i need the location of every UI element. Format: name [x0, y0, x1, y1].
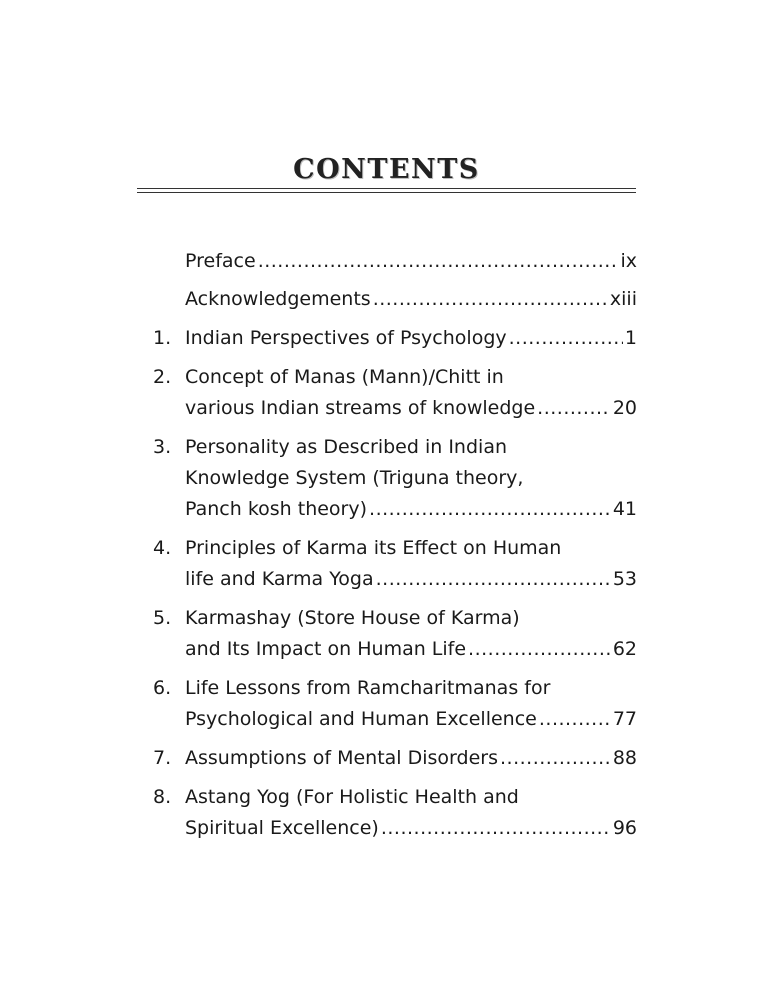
toc-entry-title: Knowledge System (Triguna theory, [185, 467, 524, 489]
toc-entry-title: Assumptions of Mental Disorders [185, 747, 498, 769]
toc-entry-chapter-5-line-2 [185, 634, 637, 664]
toc-entry-chapter-1 [185, 323, 637, 353]
toc-entry-chapter-8-line-2 [185, 813, 637, 843]
dot-leader [381, 813, 611, 843]
page-title: CONTENTS [293, 154, 480, 185]
toc-page-number: 77 [612, 708, 637, 730]
toc-entry-title: Personality as Described in Indian [185, 436, 507, 458]
toc-entry-number: 8. [153, 786, 172, 808]
toc-entry-chapter-3-line-3 [185, 494, 637, 524]
toc-entry-title: and Its Impact on Human Life [185, 638, 467, 660]
toc-entry-title: Astang Yog (For Holistic Health and [185, 786, 519, 808]
toc-page-number: 20 [612, 397, 637, 419]
toc-entry-chapter-4-line-1 [185, 533, 637, 563]
toc-entry-title: Acknowledgements [185, 288, 371, 310]
toc-page-number: xiii [609, 288, 637, 310]
toc-entry-number: 7. [153, 747, 172, 769]
toc-entry-chapter-7 [185, 743, 637, 773]
toc-entry-acknowledgements [185, 284, 637, 314]
toc-entry-title: Life Lessons from Ramcharitmanas for [185, 677, 551, 699]
toc-page-number: 96 [612, 817, 637, 839]
toc-entry-title: Principles of Karma its Effect on Human [185, 537, 562, 559]
dot-leader [258, 246, 619, 276]
toc-entry-number: 1. [153, 327, 172, 349]
toc-entry-number: 3. [153, 436, 172, 458]
toc-entry-chapter-6-line-1 [185, 673, 637, 703]
dot-leader [509, 323, 623, 353]
dot-leader [468, 634, 611, 664]
toc-entry-number: 2. [153, 366, 172, 388]
toc-entry-preface [185, 246, 637, 276]
dot-leader [369, 494, 611, 524]
toc-page-number: ix [620, 250, 637, 272]
toc-entry-title: Panch kosh theory) [185, 498, 368, 520]
toc-entry-title: Concept of Manas (Mann)/Chitt in [185, 366, 504, 388]
toc-page-number: 62 [612, 638, 637, 660]
toc-entry-chapter-2-line-2 [185, 393, 637, 423]
dot-leader [500, 743, 611, 773]
toc-entry-chapter-8-line-1 [185, 782, 637, 812]
toc-page-number: 41 [612, 498, 637, 520]
toc-entry-title: life and Karma Yoga [185, 568, 374, 590]
toc-entry-title: Karmashay (Store House of Karma) [185, 607, 520, 629]
toc-entry-chapter-5-line-1 [185, 603, 637, 633]
toc-entry-chapter-3-line-2 [185, 463, 637, 493]
toc-entry-number: 6. [153, 677, 172, 699]
dot-leader [373, 284, 608, 314]
toc-entry-chapter-4-line-2 [185, 564, 637, 594]
toc-entry-number: 5. [153, 607, 172, 629]
toc-page-number: 1 [624, 327, 637, 349]
toc-entry-title: Preface [185, 250, 256, 272]
toc-entry-number: 4. [153, 537, 172, 559]
toc-entry-title: Indian Perspectives of Psychology [185, 327, 507, 349]
toc-entry-chapter-6-line-2 [185, 704, 637, 734]
toc-entry-title: Spiritual Excellence) [185, 817, 379, 839]
title-double-rule [137, 188, 636, 193]
dot-leader [376, 564, 611, 594]
toc-page-number: 53 [612, 568, 637, 590]
toc-entry-chapter-3-line-1 [185, 432, 637, 462]
toc-entry-chapter-2-line-1 [185, 362, 637, 392]
toc-entry-title: various Indian streams of knowledge [185, 397, 536, 419]
dot-leader [539, 704, 611, 734]
toc-entry-title: Psychological and Human Excellence [185, 708, 537, 730]
toc-page-number: 88 [612, 747, 637, 769]
dot-leader [537, 393, 611, 423]
